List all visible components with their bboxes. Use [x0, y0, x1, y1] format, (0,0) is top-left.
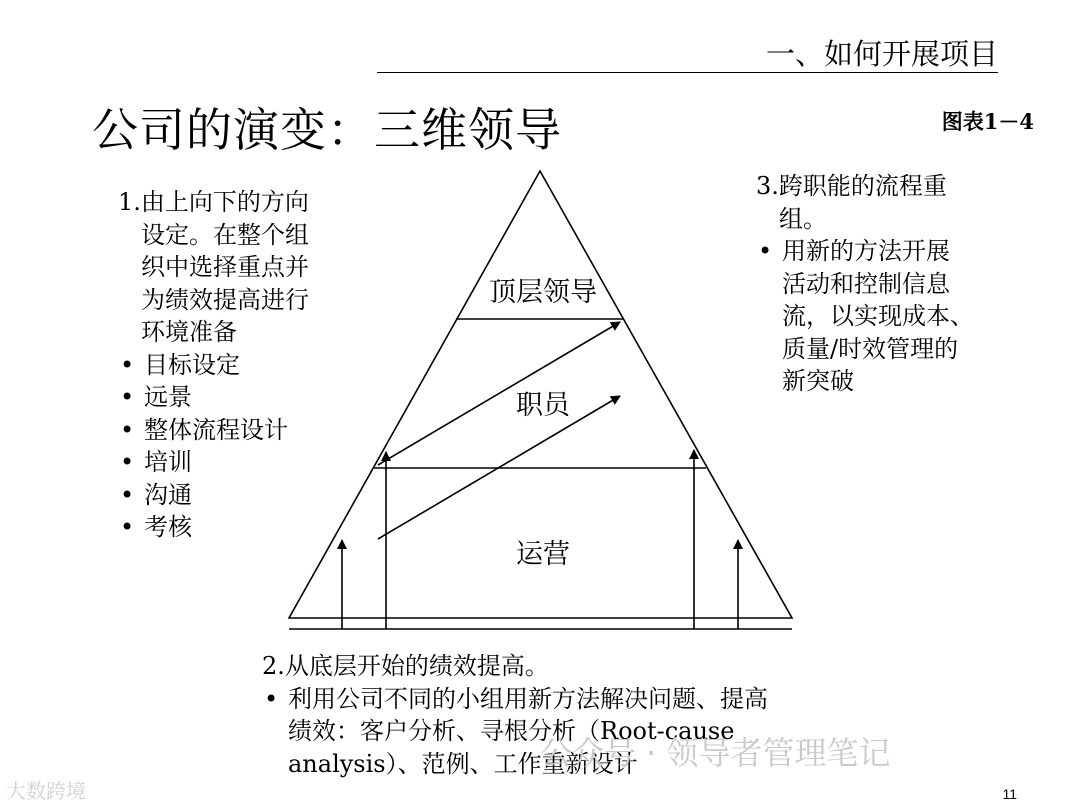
right-bullet-list — [756, 235, 974, 398]
right-bullet-line: 流，以实现成本、 — [782, 302, 974, 330]
left-heading-line: 1.由上向下的方向 — [118, 188, 309, 216]
pyramid-top-label: 顶层领导 — [489, 277, 597, 308]
right-heading-line: 3.跨职能的流程重 — [756, 172, 947, 200]
right-bullet-line: 用新的方法开展 — [782, 237, 950, 265]
left-bullet-item: • 培训 — [118, 446, 309, 479]
left-bullet-item: • 考核 — [118, 511, 309, 544]
watermark-right: 公众号 · 领导者管理笔记 — [540, 734, 891, 772]
left-bullet-item: • 沟通 — [118, 479, 309, 512]
pyramid-bottom-label: 运营 — [516, 539, 570, 570]
bottom-bullet-line: analysis）、范例、工作重新设计 — [288, 749, 638, 778]
right-bullet-item — [756, 235, 974, 398]
right-bullet-line: 活动和控制信息 — [782, 269, 950, 298]
figure-label: 图表1－4 — [941, 109, 1034, 134]
page-title: 公司的演变：三维领导 — [92, 103, 562, 157]
right-heading-line: 组。 — [779, 204, 827, 233]
left-bullet-item: • 远景 — [118, 381, 309, 414]
left-text-block — [118, 186, 309, 544]
left-bullet-item: • 整体流程设计 — [118, 414, 309, 447]
watermark-left: 大数跨境 — [6, 779, 86, 803]
right-bullet-line: 质量/时效管理的 — [782, 334, 959, 363]
left-bullet-list — [118, 349, 309, 544]
bottom-bullet-line: 绩效：客户分析、寻根分析（Root-cause — [288, 717, 735, 745]
pyramid-middle-label: 职员 — [516, 390, 570, 421]
section-header: 一、如何开展项目 — [765, 37, 998, 71]
bottom-heading: 2.从底层开始的绩效提高。 — [262, 652, 549, 680]
right-bullet-line: 新突破 — [782, 367, 854, 395]
right-text-block — [756, 170, 974, 398]
left-heading-line: 环境准备 — [141, 318, 237, 346]
left-heading-line: 为绩效提高进行 — [141, 285, 309, 314]
bottom-bullet-line: 利用公司不同的小组用新方法解决问题、提高 — [288, 684, 768, 713]
page-number: 11 — [1002, 786, 1017, 802]
left-bullet-item: • 目标设定 — [118, 349, 309, 382]
left-heading-line: 织中选择重点并 — [141, 253, 309, 281]
left-heading-line: 设定。在整个组 — [141, 220, 309, 249]
